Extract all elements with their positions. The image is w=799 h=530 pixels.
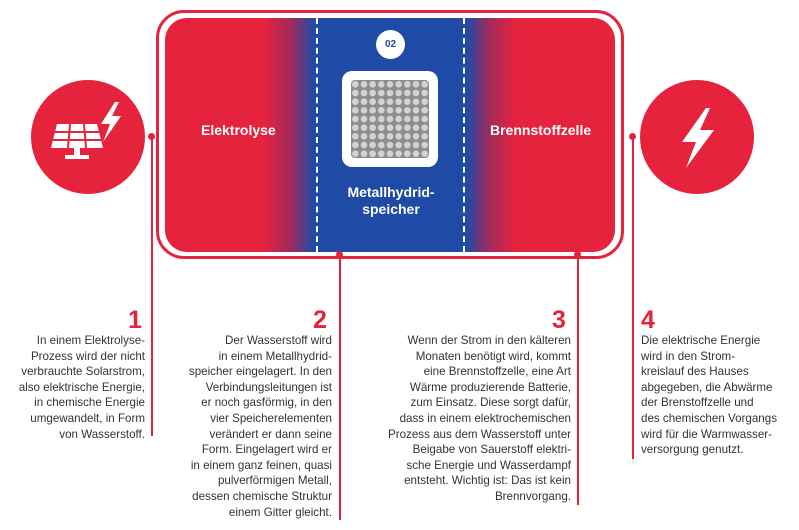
solar-panel-lightning-icon — [31, 80, 145, 194]
connector-line-2 — [339, 255, 341, 520]
electrolysis-label: Elektrolyse — [201, 122, 276, 138]
divider-left — [316, 18, 318, 252]
step-badge: 02 — [376, 30, 405, 59]
step-3-text: Wenn der Strom in den kälteren Monaten benötigt wird, kommt eine Brennstoffzelle, eine Art Wärme produzierende Batterie, zum Einsatz. Diese sorgt dafür, dass in einem elektrochemischen Prozess aus dem Wasserstoff unter Beigabe von Sauerstoff elektri- sche Energie und Wasserdampf entsteht. Wichtig ist: Das ist kein Brennvorgang. — [388, 334, 571, 503]
metal-hydride-label: Metallhydrid- speicher — [347, 184, 435, 217]
step-1-number: 1 — [128, 306, 142, 334]
step-4-number: 4 — [641, 306, 655, 334]
step-4-text: Die elektrische Energie wird in den Strom- kreislauf des Hauses abgegeben, die Abwärme der Brenstoffzelle und des chemischen Vorgangs wird für die Warmwasser- versorgung genutzt. — [641, 334, 777, 457]
lightning-icon — [640, 80, 754, 194]
fuel-cell-label: Brennstoffzelle — [490, 122, 592, 138]
process-panel — [165, 18, 615, 252]
divider-right — [463, 18, 465, 252]
step-2-number: 2 — [313, 306, 327, 334]
step-2-text: Der Wasserstoff wird in einem Metallhydrid- speicher eingelagert. In den Verbindungsleitungen ist er noch gasförmig, in den vier Speicherelementen verändert er dann seine Form. Eingelagert wird er in einem ganz feinen, quasi pulverförmigen Metall, dessen chemische Struktur einem Gitter gleicht. — [188, 334, 332, 519]
connector-line-3 — [577, 255, 579, 505]
metal-grid-icon — [342, 71, 438, 167]
connector-line-4 — [632, 137, 634, 459]
connector-line-1 — [151, 137, 153, 436]
step-3-number: 3 — [552, 306, 566, 334]
step-1-text: In einem Elektrolyse- Prozess wird der nicht verbrauchte Solarstrom, also elektrische Energie, in chemische Energie umgewandelt, in Form von Wasserstoff. — [18, 334, 145, 441]
